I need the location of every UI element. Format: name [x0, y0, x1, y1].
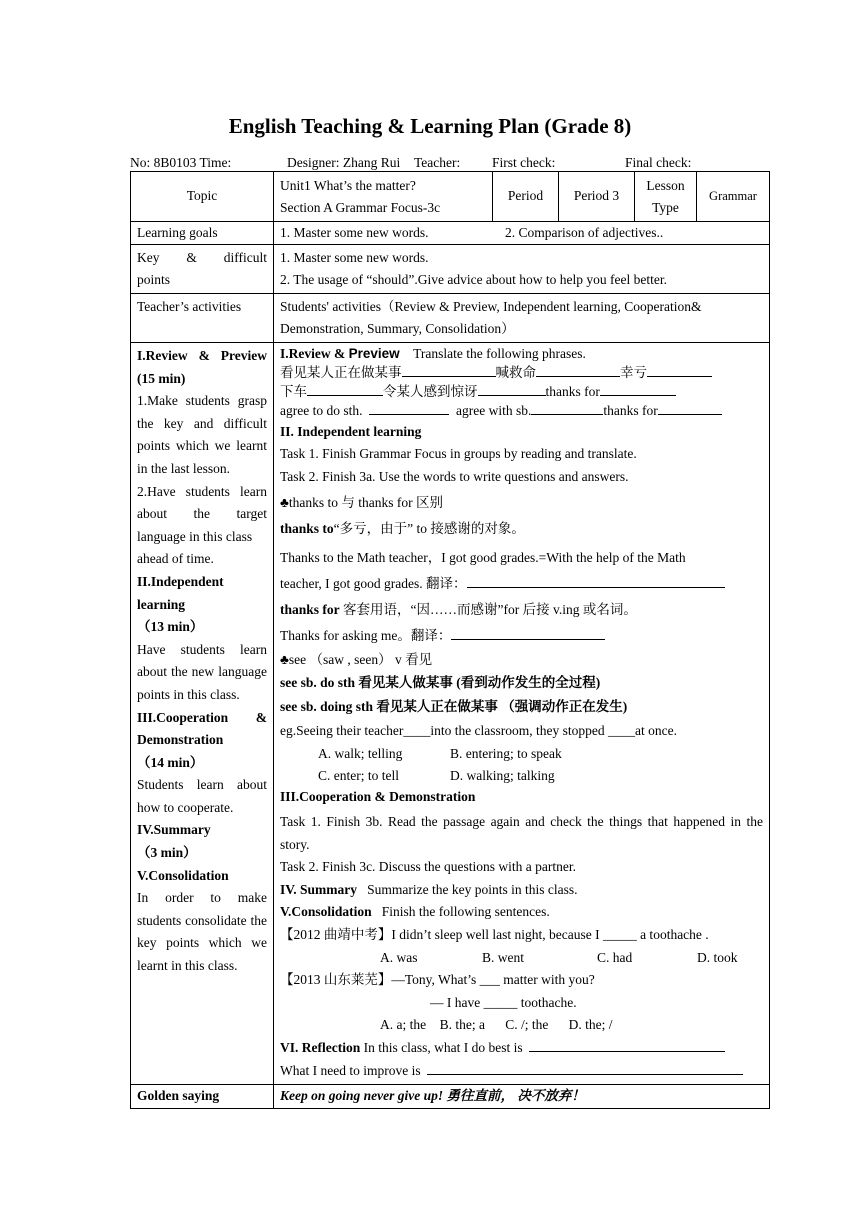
topic-row	[131, 172, 770, 222]
left-review-text3: ahead of time.	[137, 551, 214, 567]
indep-heading: II. Independent learning	[280, 424, 422, 439]
teacher-column	[131, 343, 274, 1085]
activities-header-row	[131, 294, 770, 343]
question-2: 【2013 山东莱芜】—Tony, What’s ___ matter with you?	[280, 972, 595, 988]
thanks-for-example: Thanks for asking me。翻译：	[280, 623, 763, 649]
left-indep-time: （13 min）	[137, 619, 204, 635]
left-review-text: 1.Make students grasp the key and difficult points which we learnt in the last lesson.	[137, 393, 267, 476]
coop-heading: III.Cooperation & Demonstration	[280, 789, 476, 805]
key-points-row	[131, 245, 770, 294]
meta-final-check: Final check:	[625, 155, 692, 170]
meta-first-check: First check:	[492, 155, 556, 170]
left-indep-text: Have students learn about the new language points in this class.	[137, 641, 267, 702]
students-column	[274, 343, 770, 1085]
eg-options-2: C. enter; to tell D. walking; talking	[318, 768, 555, 784]
meta-line	[130, 155, 770, 171]
left-summary-head: IV.Summary	[137, 822, 211, 838]
see-do-note: see sb. do sth 看见某人做某事 (看到动作发生的全过程)	[280, 675, 601, 691]
phrase-line-1: 看见某人正在做某事 喊救命 幸亏	[280, 363, 763, 382]
thanks-to-note: thanks to“多亏，由于” to 接感谢的对象。	[280, 521, 525, 537]
topic-label: Topic	[131, 172, 274, 222]
period-label: Period	[493, 172, 559, 222]
golden-saying-text: Keep on going never give up! 勇往直前， 决不放弃！	[274, 1085, 770, 1109]
teacher-activities-label: Teacher’s activities	[131, 294, 274, 343]
left-consol-text: In order to make students consolidate the key points which we learnt in this class.	[137, 890, 267, 974]
meta-no: No: 8B0103 Time:	[130, 155, 232, 170]
question-1: 【2012 曲靖中考】I didn’t sleep well last night, because I _____ a toothache .	[280, 926, 709, 942]
phrase-line-2: 下车 令某人感到惊讶 thanks for	[280, 382, 763, 401]
topic-value: Unit1 What’s the matter? Section A Grammar Focus-3c	[274, 172, 493, 222]
page-title: English Teaching & Learning Plan (Grade 8)	[228, 114, 632, 138]
main-content-row	[131, 343, 770, 1085]
left-coop-head: III.Cooperation & Demonstration	[137, 709, 267, 748]
summary-line: IV. Summary Summarize the key points in this class.	[280, 881, 578, 897]
plan-table	[130, 171, 770, 1109]
left-indep-head: II.Independent learning	[137, 573, 224, 612]
lesson-type-label: Lesson Type	[635, 172, 697, 222]
lesson-type-value: Grammar	[697, 172, 770, 222]
golden-saying-row	[131, 1085, 770, 1109]
left-review-head: I.Review & Preview (15 min)	[137, 348, 267, 386]
left-consol-head: V.Consolidation	[137, 867, 229, 883]
eg-options-1: A. walk; telling B. entering; to speak	[318, 746, 562, 762]
club-see: ♣see （saw , seen） v 看见	[280, 652, 433, 668]
golden-saying-label: Golden saying	[131, 1085, 274, 1109]
meta-teacher: Teacher:	[414, 155, 461, 170]
question-1-options: A. was B. went C. had D. took	[380, 949, 738, 965]
key-points-label: Key & difficult points	[131, 245, 274, 294]
learning-goals-label: Learning goals	[131, 222, 274, 245]
thanks-for-note: thanks for 客套用语，“因……而感谢”for 后接 v.ing 或名词。	[280, 602, 637, 618]
indep-task2: Task 2. Finish 3a. Use the words to write questions and answers.	[280, 468, 629, 484]
coop-task2: Task 2. Finish 3c. Discuss the questions with a partner.	[280, 859, 577, 875]
indep-task1: Task 1. Finish Grammar Focus in groups by reading and translate.	[280, 446, 637, 461]
left-coop-text: Students learn about how to cooperate.	[137, 777, 267, 815]
see-doing-note: see sb. doing sth 看见某人正在做某事 （强调动作正在发生)	[280, 699, 628, 715]
left-review-text2: 2.Have students learn about the target language in this class	[137, 483, 267, 544]
review-heading: I.Review & Preview Translate the following phrases.	[280, 346, 586, 361]
learning-goals-value: 1. Master some new words. 2. Comparison of adjectives..	[274, 222, 770, 245]
meta-designer: Designer: Zhang Rui	[287, 155, 401, 170]
coop-task1: Task 1. Finish 3b. Read the passage again and check the things that happened in the story.	[280, 814, 763, 853]
eg-question: eg.Seeing their teacher____into the classroom, they stopped ____at once.	[280, 723, 678, 739]
left-coop-time: （14 min）	[137, 754, 204, 770]
left-summary-time: （3 min）	[137, 845, 197, 861]
consol-line: V.Consolidation Finish the following sentences.	[280, 904, 550, 920]
question-2-options: A. a; the B. the; a C. /; the D. the; /	[380, 1017, 613, 1033]
reflection-line: VI. Reflection In this class, what I do best is	[280, 1037, 763, 1060]
key-points-value: 1. Master some new words. 2. The usage of “should”.Give advice about how to help you feel better.	[274, 245, 770, 294]
students-activities-label: Students' activities（Review & Preview, Independent learning, Cooperation& Demonstration, Summary, Consolidation）	[274, 294, 770, 343]
learning-goals-row	[131, 222, 770, 245]
club-thanks: ♣thanks to 与 thanks for 区别	[280, 495, 443, 511]
question-2-answer: — I have _____ toothache.	[430, 994, 577, 1010]
phrase-line-3: agree to do sth. agree with sb. thanks for	[280, 401, 763, 421]
period-value: Period 3	[559, 172, 635, 222]
thanks-to-example: Thanks to the Math teacher，I got good grades.=With the help of the Math teacher, I got good grades. 翻译：	[280, 545, 763, 597]
improve-line: What I need to improve is	[280, 1060, 763, 1083]
